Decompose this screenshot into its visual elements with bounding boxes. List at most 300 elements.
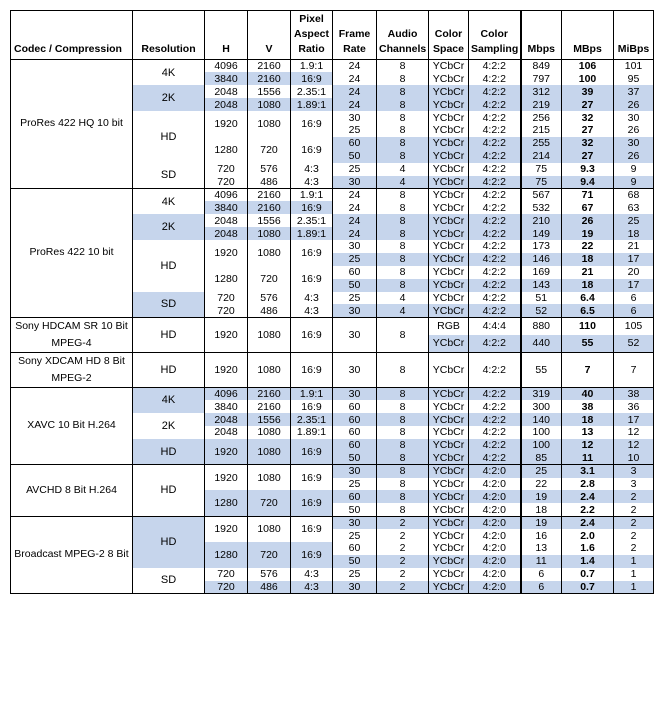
color-sampling: 4:2:2 — [469, 214, 521, 227]
audio-channels: 8 — [377, 214, 429, 227]
color-sampling: 4:2:2 — [469, 240, 521, 253]
mbps-value: 19 — [521, 516, 562, 529]
horizontal-pixels: 720 — [205, 163, 248, 176]
megabytes-per-sec-value: 1.4 — [562, 555, 614, 568]
pixel-aspect-ratio: 1.9:1 — [291, 188, 333, 201]
mibps-value: 17 — [614, 279, 654, 292]
frame-rate: 30 — [333, 581, 377, 594]
mbps-value: 532 — [521, 201, 562, 214]
header-v: V — [248, 11, 291, 60]
mbps-value: 85 — [521, 452, 562, 465]
color-sampling: 4:2:2 — [469, 176, 521, 189]
mibps-value: 3 — [614, 465, 654, 478]
mbps-value: 215 — [521, 124, 562, 137]
megabytes-per-sec-value: 27 — [562, 124, 614, 137]
header-resolution: Resolution — [133, 11, 205, 60]
resolution-label: SD — [133, 292, 205, 318]
mibps-value: 63 — [614, 201, 654, 214]
megabytes-per-sec-value: 6.4 — [562, 292, 614, 305]
color-space: YCbCr — [429, 400, 469, 413]
horizontal-pixels: 2048 — [205, 85, 248, 98]
mibps-value: 9 — [614, 163, 654, 176]
pixel-aspect-ratio: 1.89:1 — [291, 227, 333, 240]
audio-channels: 8 — [377, 72, 429, 85]
table-row — [11, 188, 654, 201]
frame-rate: 24 — [333, 60, 377, 73]
pixel-aspect-ratio: 1.89:1 — [291, 98, 333, 111]
resolution-label: HD — [133, 516, 205, 568]
megabytes-per-sec-value: 0.7 — [562, 568, 614, 581]
header-h: H — [205, 11, 248, 60]
codec-name: ProRes 422 10 bit — [11, 188, 133, 317]
audio-channels: 8 — [377, 111, 429, 124]
mbps-value: 797 — [521, 72, 562, 85]
audio-channels: 8 — [377, 188, 429, 201]
header-mbps: Mbps — [521, 11, 562, 60]
audio-channels: 4 — [377, 163, 429, 176]
mbps-value: 214 — [521, 150, 562, 163]
megabytes-per-sec-value: 2.4 — [562, 490, 614, 503]
mbps-value: 11 — [521, 555, 562, 568]
color-sampling: 4:2:2 — [469, 111, 521, 124]
vertical-pixels: 1080 — [248, 516, 291, 542]
pixel-aspect-ratio: 16:9 — [291, 542, 333, 568]
frame-rate: 24 — [333, 85, 377, 98]
mbps-value: 6 — [521, 581, 562, 594]
mibps-value: 18 — [614, 227, 654, 240]
color-space: YCbCr — [429, 201, 469, 214]
table-row — [11, 317, 654, 335]
frame-rate: 24 — [333, 188, 377, 201]
resolution-label: HD — [133, 439, 205, 465]
megabytes-per-sec-value: 55 — [562, 335, 614, 353]
table-row — [11, 516, 654, 529]
megabytes-per-sec-value: 110 — [562, 317, 614, 335]
header-pixel-aspect-ratio: Pixel Aspect Ratio — [291, 11, 333, 60]
color-sampling: 4:2:2 — [469, 335, 521, 353]
audio-channels: 8 — [377, 478, 429, 491]
color-space: YCbCr — [429, 529, 469, 542]
resolution-label: HD — [133, 352, 205, 387]
mibps-value: 30 — [614, 111, 654, 124]
audio-channels: 8 — [377, 439, 429, 452]
frame-rate: 30 — [333, 465, 377, 478]
color-space: YCbCr — [429, 465, 469, 478]
resolution-label: 4K — [133, 188, 205, 214]
vertical-pixels: 1556 — [248, 214, 291, 227]
mibps-value: 1 — [614, 581, 654, 594]
megabytes-per-sec-value: 106 — [562, 60, 614, 73]
megabytes-per-sec-value: 7 — [562, 352, 614, 387]
megabytes-per-sec-value: 11 — [562, 452, 614, 465]
color-space: YCbCr — [429, 137, 469, 150]
pixel-aspect-ratio: 1.89:1 — [291, 426, 333, 439]
frame-rate: 50 — [333, 279, 377, 292]
mbps-value: 300 — [521, 400, 562, 413]
mibps-value: 36 — [614, 400, 654, 413]
color-space: YCbCr — [429, 266, 469, 279]
color-space: YCbCr — [429, 568, 469, 581]
color-space: YCbCr — [429, 292, 469, 305]
vertical-pixels: 486 — [248, 581, 291, 594]
megabytes-per-sec-value: 18 — [562, 413, 614, 426]
audio-channels: 8 — [377, 490, 429, 503]
frame-rate: 60 — [333, 400, 377, 413]
horizontal-pixels: 2048 — [205, 413, 248, 426]
color-space: YCbCr — [429, 452, 469, 465]
header-codec: Codec / Compression — [11, 11, 133, 60]
mbps-value: 18 — [521, 503, 562, 516]
mbps-value: 849 — [521, 60, 562, 73]
mibps-value: 101 — [614, 60, 654, 73]
mbps-value: 255 — [521, 137, 562, 150]
megabytes-per-sec-value: 2.2 — [562, 503, 614, 516]
frame-rate: 60 — [333, 266, 377, 279]
color-sampling: 4:4:4 — [469, 317, 521, 335]
pixel-aspect-ratio: 16:9 — [291, 240, 333, 266]
frame-rate: 60 — [333, 426, 377, 439]
frame-rate: 25 — [333, 163, 377, 176]
megabytes-per-sec-value: 0.7 — [562, 581, 614, 594]
vertical-pixels: 720 — [248, 137, 291, 163]
megabytes-per-sec-value: 2.4 — [562, 516, 614, 529]
header-color-space: Color Space — [429, 11, 469, 60]
pixel-aspect-ratio: 4:3 — [291, 568, 333, 581]
mbps-value: 319 — [521, 387, 562, 400]
megabytes-per-sec-value: 32 — [562, 111, 614, 124]
mbps-value: 140 — [521, 413, 562, 426]
audio-channels: 8 — [377, 400, 429, 413]
color-sampling: 4:2:2 — [469, 85, 521, 98]
vertical-pixels: 2160 — [248, 201, 291, 214]
color-space: YCbCr — [429, 503, 469, 516]
vertical-pixels: 1080 — [248, 317, 291, 352]
vertical-pixels: 2160 — [248, 188, 291, 201]
color-sampling: 4:2:0 — [469, 529, 521, 542]
audio-channels: 8 — [377, 60, 429, 73]
pixel-aspect-ratio: 4:3 — [291, 176, 333, 189]
color-sampling: 4:2:2 — [469, 72, 521, 85]
audio-channels: 4 — [377, 292, 429, 305]
mibps-value: 3 — [614, 478, 654, 491]
color-space: YCbCr — [429, 240, 469, 253]
color-space: YCbCr — [429, 253, 469, 266]
mibps-value: 9 — [614, 176, 654, 189]
color-space: YCbCr — [429, 387, 469, 400]
frame-rate: 24 — [333, 214, 377, 227]
color-space: YCbCr — [429, 72, 469, 85]
header-frame-rate: Frame Rate — [333, 11, 377, 60]
color-sampling: 4:2:0 — [469, 490, 521, 503]
color-space: RGB — [429, 317, 469, 335]
vertical-pixels: 1080 — [248, 439, 291, 465]
color-sampling: 4:2:0 — [469, 581, 521, 594]
frame-rate: 30 — [333, 176, 377, 189]
audio-channels: 2 — [377, 581, 429, 594]
horizontal-pixels: 720 — [205, 292, 248, 305]
mibps-value: 68 — [614, 188, 654, 201]
horizontal-pixels: 1920 — [205, 317, 248, 352]
color-space: YCbCr — [429, 279, 469, 292]
header-row — [11, 11, 654, 60]
audio-channels: 8 — [377, 317, 429, 352]
pixel-aspect-ratio: 16:9 — [291, 137, 333, 163]
mibps-value: 17 — [614, 413, 654, 426]
audio-channels: 8 — [377, 227, 429, 240]
pixel-aspect-ratio: 4:3 — [291, 163, 333, 176]
mibps-value: 2 — [614, 503, 654, 516]
mbps-value: 25 — [521, 465, 562, 478]
color-sampling: 4:2:2 — [469, 352, 521, 387]
horizontal-pixels: 1920 — [205, 439, 248, 465]
horizontal-pixels: 720 — [205, 176, 248, 189]
pixel-aspect-ratio: 2.35:1 — [291, 413, 333, 426]
color-sampling: 4:2:2 — [469, 227, 521, 240]
pixel-aspect-ratio: 16:9 — [291, 400, 333, 413]
codec-name: Sony XDCAM HD 8 Bit MPEG-2 — [11, 352, 133, 387]
resolution-label: SD — [133, 163, 205, 189]
color-sampling: 4:2:2 — [469, 124, 521, 137]
table-row — [11, 60, 654, 73]
mbps-value: 169 — [521, 266, 562, 279]
audio-channels: 8 — [377, 124, 429, 137]
megabytes-per-sec-value: 40 — [562, 387, 614, 400]
frame-rate: 25 — [333, 529, 377, 542]
table-row — [11, 387, 654, 400]
color-space: YCbCr — [429, 188, 469, 201]
color-sampling: 4:2:0 — [469, 478, 521, 491]
mibps-value: 2 — [614, 516, 654, 529]
mbps-value: 22 — [521, 478, 562, 491]
vertical-pixels: 2160 — [248, 60, 291, 73]
horizontal-pixels: 1920 — [205, 240, 248, 266]
color-sampling: 4:2:2 — [469, 426, 521, 439]
color-space: YCbCr — [429, 542, 469, 555]
megabytes-per-sec-value: 1.6 — [562, 542, 614, 555]
color-sampling: 4:2:0 — [469, 542, 521, 555]
pixel-aspect-ratio: 16:9 — [291, 72, 333, 85]
horizontal-pixels: 2048 — [205, 227, 248, 240]
color-sampling: 4:2:2 — [469, 150, 521, 163]
megabytes-per-sec-value: 22 — [562, 240, 614, 253]
color-space: YCbCr — [429, 413, 469, 426]
pixel-aspect-ratio: 16:9 — [291, 439, 333, 465]
frame-rate: 30 — [333, 240, 377, 253]
resolution-label: 2K — [133, 413, 205, 439]
color-sampling: 4:2:0 — [469, 516, 521, 529]
pixel-aspect-ratio: 16:9 — [291, 111, 333, 137]
audio-channels: 2 — [377, 555, 429, 568]
mbps-value: 75 — [521, 163, 562, 176]
horizontal-pixels: 1280 — [205, 266, 248, 292]
megabytes-per-sec-value: 3.1 — [562, 465, 614, 478]
color-space: YCbCr — [429, 98, 469, 111]
horizontal-pixels: 3840 — [205, 72, 248, 85]
color-space: YCbCr — [429, 516, 469, 529]
resolution-label: 2K — [133, 85, 205, 111]
mibps-value: 21 — [614, 240, 654, 253]
frame-rate: 60 — [333, 137, 377, 150]
audio-channels: 4 — [377, 176, 429, 189]
color-space: YCbCr — [429, 352, 469, 387]
horizontal-pixels: 1280 — [205, 542, 248, 568]
mbps-value: 51 — [521, 292, 562, 305]
audio-channels: 8 — [377, 253, 429, 266]
horizontal-pixels: 3840 — [205, 400, 248, 413]
audio-channels: 8 — [377, 137, 429, 150]
color-sampling: 4:2:2 — [469, 387, 521, 400]
vertical-pixels: 1080 — [248, 465, 291, 491]
horizontal-pixels: 3840 — [205, 201, 248, 214]
codec-bitrate-table — [10, 10, 654, 594]
color-sampling: 4:2:2 — [469, 452, 521, 465]
resolution-label: 4K — [133, 387, 205, 413]
audio-channels: 2 — [377, 516, 429, 529]
audio-channels: 8 — [377, 452, 429, 465]
megabytes-per-sec-value: 12 — [562, 439, 614, 452]
vertical-pixels: 576 — [248, 163, 291, 176]
audio-channels: 8 — [377, 150, 429, 163]
vertical-pixels: 486 — [248, 176, 291, 189]
megabytes-per-sec-value: 27 — [562, 98, 614, 111]
table-row — [11, 352, 654, 387]
color-sampling: 4:2:2 — [469, 137, 521, 150]
pixel-aspect-ratio: 2.35:1 — [291, 214, 333, 227]
pixel-aspect-ratio: 4:3 — [291, 292, 333, 305]
mbps-value: 149 — [521, 227, 562, 240]
color-space: YCbCr — [429, 85, 469, 98]
mibps-value: 12 — [614, 426, 654, 439]
color-space: YCbCr — [429, 124, 469, 137]
color-sampling: 4:2:2 — [469, 279, 521, 292]
frame-rate: 24 — [333, 201, 377, 214]
mbps-value: 13 — [521, 542, 562, 555]
horizontal-pixels: 2048 — [205, 98, 248, 111]
codec-name: Sony HDCAM SR 10 Bit MPEG-4 — [11, 317, 133, 352]
megabytes-per-sec-value: 26 — [562, 214, 614, 227]
audio-channels: 8 — [377, 240, 429, 253]
color-sampling: 4:2:0 — [469, 465, 521, 478]
mibps-value: 30 — [614, 137, 654, 150]
audio-channels: 8 — [377, 413, 429, 426]
header-color-sampling: Color Sampling — [469, 11, 521, 60]
audio-channels: 8 — [377, 201, 429, 214]
mibps-value: 37 — [614, 85, 654, 98]
horizontal-pixels: 1920 — [205, 352, 248, 387]
color-space: YCbCr — [429, 581, 469, 594]
frame-rate: 50 — [333, 503, 377, 516]
frame-rate: 50 — [333, 555, 377, 568]
horizontal-pixels: 1920 — [205, 516, 248, 542]
color-sampling: 4:2:0 — [469, 555, 521, 568]
mbps-value: 567 — [521, 188, 562, 201]
frame-rate: 30 — [333, 304, 377, 317]
mibps-value: 26 — [614, 150, 654, 163]
mbps-value: 219 — [521, 98, 562, 111]
megabytes-per-sec-value: 27 — [562, 150, 614, 163]
frame-rate: 50 — [333, 150, 377, 163]
color-space: YCbCr — [429, 60, 469, 73]
resolution-label: SD — [133, 568, 205, 594]
vertical-pixels: 1080 — [248, 227, 291, 240]
color-sampling: 4:2:2 — [469, 201, 521, 214]
horizontal-pixels: 1280 — [205, 137, 248, 163]
audio-channels: 8 — [377, 279, 429, 292]
color-space: YCbCr — [429, 214, 469, 227]
pixel-aspect-ratio: 1.9:1 — [291, 60, 333, 73]
color-space: YCbCr — [429, 163, 469, 176]
mibps-value: 95 — [614, 72, 654, 85]
vertical-pixels: 576 — [248, 292, 291, 305]
pixel-aspect-ratio: 2.35:1 — [291, 85, 333, 98]
frame-rate: 24 — [333, 227, 377, 240]
resolution-label: 4K — [133, 60, 205, 86]
megabytes-per-sec-value: 9.4 — [562, 176, 614, 189]
megabytes-per-sec-value: 19 — [562, 227, 614, 240]
table-body — [11, 60, 654, 594]
megabytes-per-sec-value: 21 — [562, 266, 614, 279]
audio-channels: 8 — [377, 387, 429, 400]
frame-rate: 60 — [333, 413, 377, 426]
audio-channels: 8 — [377, 503, 429, 516]
mibps-value: 2 — [614, 529, 654, 542]
mbps-value: 880 — [521, 317, 562, 335]
vertical-pixels: 720 — [248, 542, 291, 568]
codec-name: Broadcast MPEG-2 8 Bit — [11, 516, 133, 593]
horizontal-pixels: 1920 — [205, 111, 248, 137]
frame-rate: 60 — [333, 490, 377, 503]
pixel-aspect-ratio: 16:9 — [291, 490, 333, 516]
mibps-value: 6 — [614, 304, 654, 317]
mbps-value: 19 — [521, 490, 562, 503]
pixel-aspect-ratio: 16:9 — [291, 516, 333, 542]
mibps-value: 2 — [614, 490, 654, 503]
resolution-label: 2K — [133, 214, 205, 240]
pixel-aspect-ratio: 16:9 — [291, 266, 333, 292]
mbps-value: 312 — [521, 85, 562, 98]
frame-rate: 25 — [333, 568, 377, 581]
color-sampling: 4:2:2 — [469, 60, 521, 73]
horizontal-pixels: 2048 — [205, 426, 248, 439]
color-space: YCbCr — [429, 111, 469, 124]
horizontal-pixels: 4096 — [205, 387, 248, 400]
color-space: YCbCr — [429, 439, 469, 452]
color-space: YCbCr — [429, 176, 469, 189]
color-space: YCbCr — [429, 304, 469, 317]
frame-rate: 30 — [333, 387, 377, 400]
mbps-value: 52 — [521, 304, 562, 317]
color-sampling: 4:2:2 — [469, 266, 521, 279]
megabytes-per-sec-value: 9.3 — [562, 163, 614, 176]
horizontal-pixels: 720 — [205, 304, 248, 317]
megabytes-per-sec-value: 67 — [562, 201, 614, 214]
mibps-value: 105 — [614, 317, 654, 335]
frame-rate: 30 — [333, 516, 377, 529]
mbps-value: 210 — [521, 214, 562, 227]
horizontal-pixels: 1280 — [205, 490, 248, 516]
color-sampling: 4:2:2 — [469, 413, 521, 426]
color-sampling: 4:2:0 — [469, 568, 521, 581]
megabytes-per-sec-value: 18 — [562, 279, 614, 292]
color-sampling: 4:2:2 — [469, 292, 521, 305]
pixel-aspect-ratio: 16:9 — [291, 317, 333, 352]
frame-rate: 25 — [333, 292, 377, 305]
mibps-value: 12 — [614, 439, 654, 452]
codec-name: AVCHD 8 Bit H.264 — [11, 465, 133, 517]
audio-channels: 8 — [377, 352, 429, 387]
horizontal-pixels: 720 — [205, 568, 248, 581]
audio-channels: 2 — [377, 542, 429, 555]
